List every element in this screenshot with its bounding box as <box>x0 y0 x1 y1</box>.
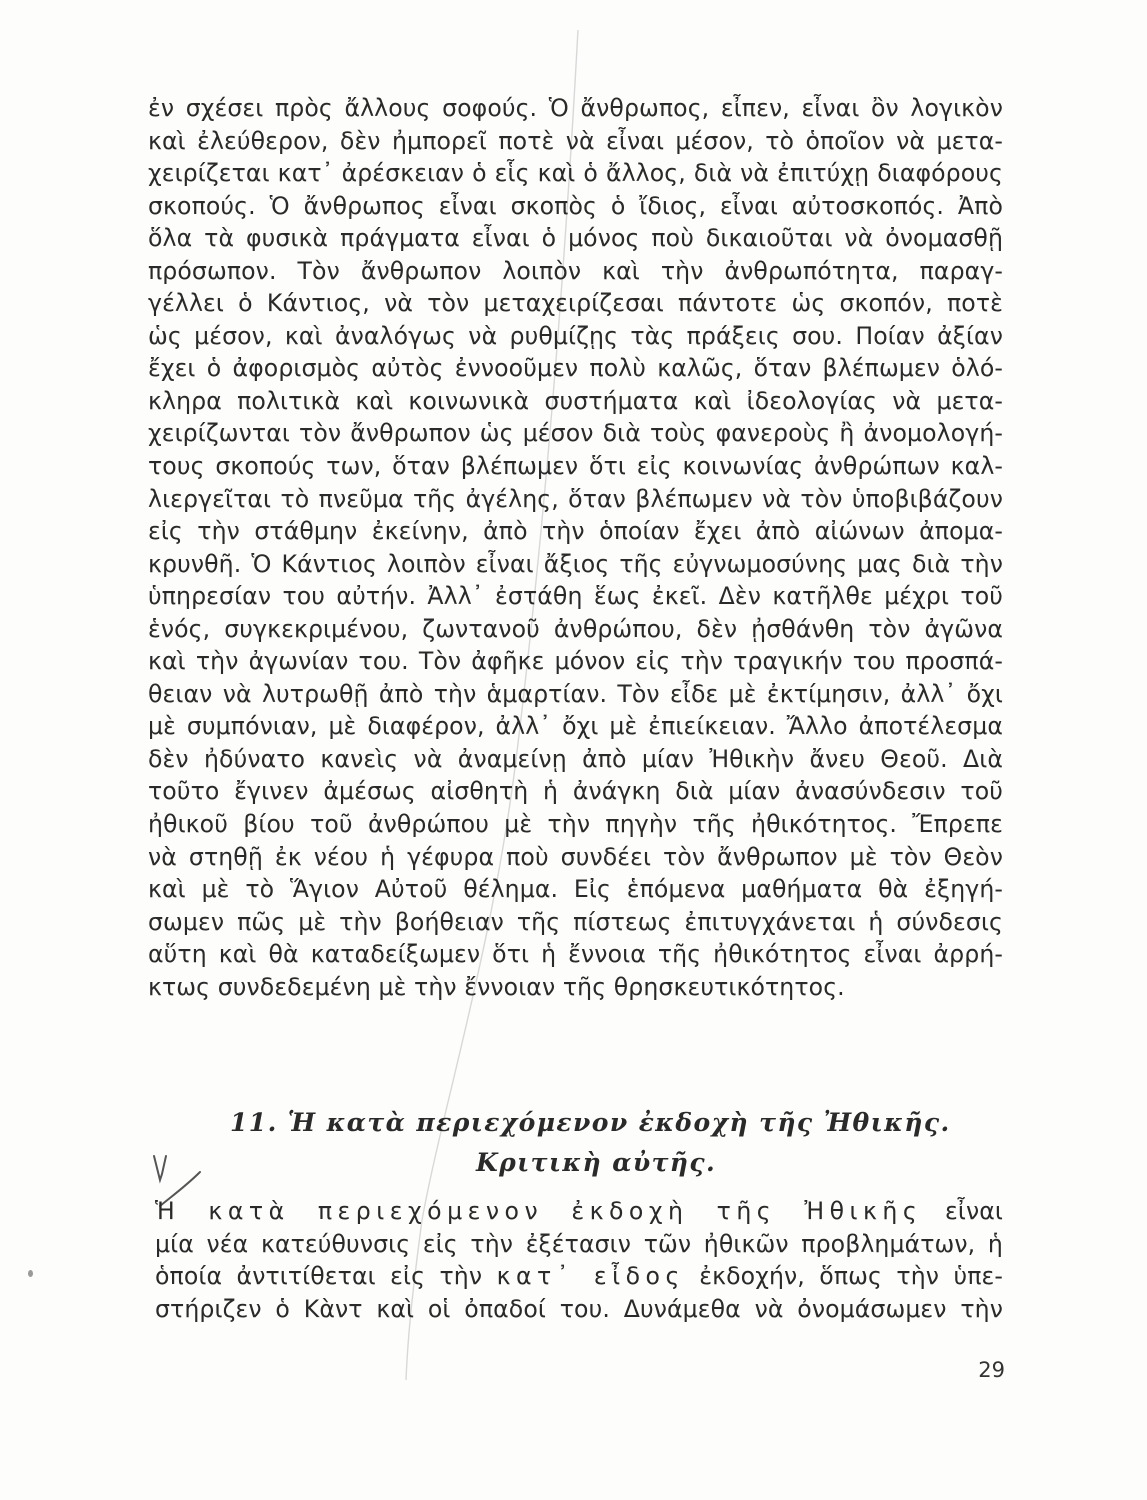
text-line: σκοπούς. Ὁ ἄνθρωπος εἶναι σκοπὸς ὁ ἴδιος, εἶναι αὐτοσκοπός. Ἀπὸ <box>148 191 1003 220</box>
text-line: κληρα πολιτικὰ καὶ κοινωνικὰ συστήματα καὶ ἰδεολογίας νὰ μετα- <box>148 386 1003 415</box>
text-line: τους σκοπούς των, ὅταν βλέπωμεν ὅτι εἰς κοινωνίας ἀνθρώπων καλ- <box>148 452 1003 481</box>
text-line <box>155 1260 1003 1293</box>
text-line: καὶ μὲ τὸ Ἅγιον Αὐτοῦ θέλημα. Εἰς ἑπόμενα μαθήματα θὰ ἐξηγή- <box>148 875 1003 904</box>
text-line: γέλλει ὁ Κάντιος, νὰ τὸν μεταχειρίζεσαι πάντοτε ὡς σκοπόν, ποτὲ <box>148 289 1003 318</box>
text-line: κρυνθῆ. Ὁ Κάντιος λοιπὸν εἶναι ἄξιος τῆς εὐγνωμοσύνης μας διὰ τὴν <box>148 549 1003 578</box>
text-line: ὅλα τὰ φυσικὰ πράγματα εἶναι ὁ μόνος ποὺ δικαιοῦται νὰ ὀνομασθῇ <box>148 224 1003 253</box>
text-line: αὕτη καὶ θὰ καταδείξωμεν ὅτι ἡ ἔννοια τῆς ἠθικότητος εἶναι ἀρρή- <box>148 940 1003 969</box>
text-line <box>155 1195 1003 1228</box>
text-line: χειρίζεται κατ᾽ ἀρέσκειαν ὁ εἷς καὶ ὁ ἄλλος, διὰ νὰ ἐπιτύχῃ διαφόρους <box>148 159 1003 188</box>
text-line: σωμεν πῶς μὲ τὴν βοήθειαν τῆς πίστεως ἐπιτυγχάνεται ἡ σύνδεσις <box>148 907 1003 936</box>
margin-dot <box>28 1270 33 1277</box>
text-fragment: εἶναι <box>945 1197 1003 1225</box>
text-line: κτως συνδεδεμένη μὲ τὴν ἔννοιαν τῆς θρησκευτικότητος. <box>148 972 845 1001</box>
section-paragraph <box>155 1195 1003 1325</box>
main-paragraph <box>148 92 1003 1003</box>
section-subheading: Κριτικὴ αὐτῆς. <box>476 1148 717 1177</box>
text-line: ἠθικοῦ βίου τοῦ ἀνθρώπου μὲ τὴν πηγὴν τῆς ἠθικότητος. Ἔπρεπε <box>148 810 1003 839</box>
text-fragment: ἐκδοχήν, ὅπως τὴν ὑπε- <box>699 1262 1004 1291</box>
text-fragment: ὁποία ἀντιτίθεται εἰς τὴν <box>155 1262 483 1291</box>
text-line: μὲ συμπόνιαν, μὲ διαφέρον, ἀλλ᾽ ὄχι μὲ ἐπιείκειαν. Ἄλλο ἀποτέλεσμα <box>148 712 1003 741</box>
text-line: ἑνός, συγκεκριμένου, ζωντανοῦ ἀνθρώπου, δὲν ᾐσθάνθη τὸν ἀγῶνα <box>148 614 1003 643</box>
text-line: πρόσωπον. Τὸν ἄνθρωπον λοιπὸν καὶ τὴν ἀνθρωπότητα, παραγ- <box>148 256 1003 285</box>
text-line: καὶ ἐλεύθερον, δὲν ἠμπορεῖ ποτὲ νὰ εἶναι μέσον, τὸ ὁποῖον νὰ μετα- <box>148 126 1003 155</box>
text-line: χειρίζωνται τὸν ἄνθρωπον ὡς μέσον διὰ τοὺς φανεροὺς ἢ ἀνομολογή- <box>148 419 1003 448</box>
text-line: θειαν νὰ λυτρωθῇ ἀπὸ τὴν ἁμαρτίαν. Τὸν εἶδε μὲ ἐκτίμησιν, ἀλλ᾽ ὄχι <box>148 679 1003 708</box>
spaced-term: Ἡ κατὰ περιεχόμενον ἐκδοχὴ τῆς Ἠθικῆς <box>155 1197 923 1225</box>
section-heading: 11. Ἡ κατὰ περιεχόμενον ἐκδοχὴ τῆς Ἠθικῆς. <box>230 1108 951 1137</box>
text-line: λιεργεῖται τὸ πνεῦμα τῆς ἀγέλης, ὅταν βλέπωμεν νὰ τὸν ὑποβιβάζουν <box>148 484 1003 513</box>
text-line: ἔχει ὁ ἀφορισμὸς αὐτὸς ἐννοοῦμεν πολὺ καλῶς, ὅταν βλέπωμεν ὁλό- <box>148 354 1003 383</box>
text-line: τοῦτο ἔγινεν ἀμέσως αἰσθητὴ ἡ ἀνάγκη διὰ μίαν ἀνασύνδεσιν τοῦ <box>148 777 1003 806</box>
text-line: ὑπηρεσίαν του αὐτήν. Ἀλλ᾽ ἐστάθη ἕως ἐκεῖ. Δὲν κατῆλθε μέχρι τοῦ <box>148 582 1003 611</box>
text-line: ἐν σχέσει πρὸς ἄλλους σοφούς. Ὁ ἄνθρωπος, εἶπεν, εἶναι ὂν λογικὸν <box>148 94 1003 122</box>
text-line: εἰς τὴν στάθμην ἐκείνην, ἀπὸ τὴν ὁποίαν ἔχει ἀπὸ αἰώνων ἀπομα- <box>148 517 1003 546</box>
text-line: νὰ στηθῇ ἐκ νέου ἡ γέφυρα ποὺ συνδέει τὸν ἄνθρωπον μὲ τὸν Θεὸν <box>148 842 1003 871</box>
text-line: καὶ τὴν ἀγωνίαν του. Τὸν ἀφῆκε μόνον εἰς τὴν τραγικήν του προσπά- <box>148 647 1003 676</box>
text-line: ὡς μέσον, καὶ ἀναλόγως νὰ ρυθμίζῃς τὰς πράξεις σου. Ποίαν ἀξίαν <box>148 321 1003 350</box>
spaced-term: κατ᾽ εἶδος <box>496 1262 685 1291</box>
page-number: 29 <box>978 1358 1005 1382</box>
text-line: μία νέα κατεύθυνσις εἰς τὴν ἐξέτασιν τῶν ἠθικῶν προβλημάτων, ἡ <box>155 1229 1003 1258</box>
text-line: δὲν ἠδύνατο κανεὶς νὰ ἀναμείνῃ ἀπὸ μίαν Ἠθικὴν ἄνευ Θεοῦ. Διὰ <box>148 744 1003 773</box>
text-line: στήριζεν ὁ Κὰντ καὶ οἱ ὀπαδοί του. Δυνάμεθα νὰ ὀνομάσωμεν τὴν <box>155 1294 1003 1323</box>
